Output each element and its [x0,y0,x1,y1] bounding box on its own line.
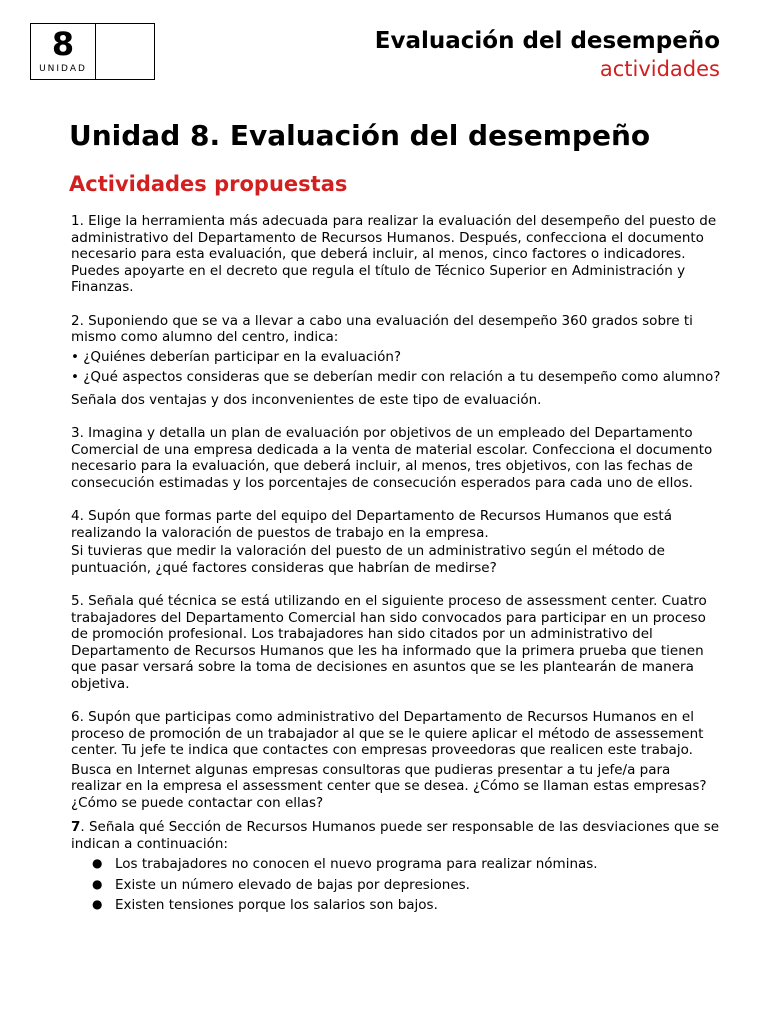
activities-content [71,213,721,918]
bullet-icon: ● [92,897,103,911]
list-item [92,897,721,914]
unit-number: 8 [51,25,75,63]
activity-paragraph: 4. Supón que formas parte del equipo del Departamento de Recursos Humanos que está realizando la valoración de puestos de trabajo en la empresa. [71,508,672,541]
activity-number: 7 [71,819,81,835]
activity-2 [71,313,721,409]
activity-paragraph: Busca en Internet algunas empresas consultoras que pudieras presentar a tu jefe/a para realizar en la empresa el assessment center que se desea. ¿Cómo se llaman estas empresas? ¿Cómo se puede contactar con ellas? [71,761,707,811]
list-item-text: Los trabajadores no conocen el nuevo programa para realizar nóminas. [115,856,598,872]
list-item [92,876,721,894]
bullet-list [71,856,721,914]
activity-4 [71,508,721,576]
activity-paragraph: 2. Suponiendo que se va a llevar a cabo una evaluación del desempeño 360 grados sobre ti mismo como alumno del centro, indica: [71,312,693,345]
activity-7 [71,819,721,914]
header-title: Evaluación del desempeño [374,28,720,54]
list-item-text: Existen tensiones porque los salarios son bajos. [115,897,438,913]
unit-label: UNIDAD [39,64,87,74]
activity-paragraph: 1. Elige la herramienta más adecuada para realizar la evaluación del desempeño del puesto de administrativo del Departamento de Recursos Humanos. Después, confecciona el documento necesario para esta evaluación, que deberá incluir, al menos, cinco factores o indicadores. Puedes apoyarte en el decreto que regula el título de Técnico Superior en Administración y Finanzas. [71,213,717,295]
activity-bullet: • ¿Quiénes deberían participar en la evaluación? [71,348,402,365]
page-title: Unidad 8. Evaluación del desempeño [69,119,651,152]
section-title: Actividades propuestas [69,172,348,196]
activity-paragraph [71,819,721,852]
bullet-icon: ● [92,856,103,870]
activity-6 [71,709,721,811]
activity-paragraph: 5. Señala qué técnica se está utilizando en el siguiente proceso de assessment center. Cuatro trabajadores del Departamento Comercial han sido convocados para participar en un proceso de promoción profesional. Los trabajadores han sido citados por un administrativo del Departamento de Recursos Humanos que les ha informado que la primera prueba que tienen que pasar versará sobre la toma de decisiones en asuntos que se les plantearán de manera objetiva. [71,593,707,692]
bullet-icon: ● [92,876,103,891]
activity-text: . Señala qué Sección de Recursos Humanos puede ser responsable de las desviaciones que se indican a continuación: [71,819,720,852]
activity-paragraph: 3. Imagina y detalla un plan de evaluación por objetivos de un empleado del Departamento Comercial de una empresa dedicada a la venta de material escolar. Confecciona el documento necesario para la evaluación, que deberá incluir, al menos, tres objetivos, con las fechas de consecución estimadas y los porcentajes de consecución esperados para cada uno de ellos. [71,425,713,491]
activity-paragraph: Si tuvieras que medir la valoración del puesto de un administrativo según el método de puntuación, ¿qué factores consideras que habrían de medirse? [71,543,665,576]
activity-bullet: • ¿Qué aspectos consideras que se deberían medir con relación a tu desempeño como alumno? [71,369,721,385]
unit-number-cell [31,24,96,79]
list-item-text: Existe un número elevado de bajas por depresiones. [115,876,470,893]
activity-paragraph: 6. Supón que participas como administrativo del Departamento de Recursos Humanos en el proceso de promoción de un trabajador al que se le quiere aplicar el método de assessement center. Tu jefe te indica que contactes con empresas proveedoras que realicen este trabajo. [71,709,704,758]
unit-badge [30,23,155,80]
header-subtitle: actividades [599,57,720,81]
activity-1 [71,213,721,296]
activity-5 [71,593,721,692]
activity-paragraph: Señala dos ventajas y dos inconvenientes de este tipo de evaluación. [71,391,542,408]
list-item [92,856,721,873]
unit-empty-cell [96,24,154,79]
activity-3 [71,425,721,491]
